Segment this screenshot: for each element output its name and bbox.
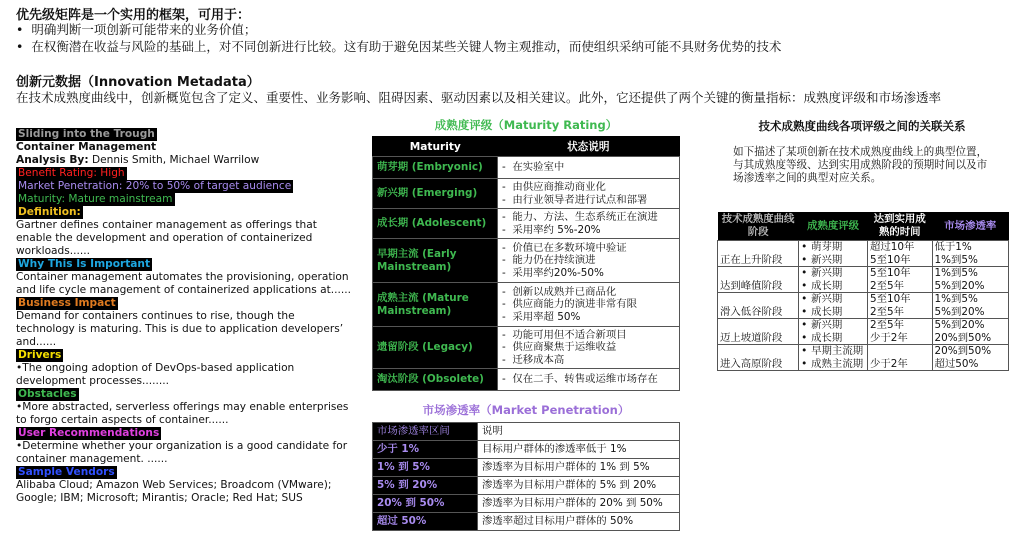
rating-item: • 新兴期 — [801, 267, 865, 280]
penetration-range: 超过 50% — [373, 513, 478, 531]
maturity-row — [373, 369, 680, 391]
market-penetration: Market Penetration: 20% to 50% of target audience — [18, 180, 292, 192]
intro-bullet-2: • 在权衡潜在收益与风险的基础上，对不同创新进行比较。这有助于避免因某些关键人物主观推动，而使组织采纳可能不具财务优势的技术 — [16, 39, 782, 54]
rating-item: • 成长期 — [801, 332, 865, 345]
penetration-row — [373, 441, 680, 459]
maturity-table-title: 成熟度评级（Maturity Rating） — [434, 118, 618, 132]
profile-section — [16, 466, 356, 505]
maturity-row — [373, 179, 680, 209]
maturity-name: 淘汰阶段 (Obsolete) — [373, 369, 498, 391]
maturity-row — [373, 239, 680, 283]
penetration-desc: 渗透率为目标用户群体的 1% 到 5% — [478, 459, 680, 477]
relation-times — [867, 293, 932, 319]
maturity-row — [373, 283, 680, 327]
relation-row — [718, 319, 1009, 345]
relation-header: 技术成熟度曲线阶段 — [718, 212, 799, 241]
rating-item: • 新兴期 — [801, 254, 865, 267]
relation-times — [867, 345, 932, 371]
maturity: Maturity: Mature mainstream — [18, 193, 173, 205]
innovation-name: Container Management — [16, 141, 157, 153]
profile-section — [16, 427, 356, 466]
relation-times — [867, 267, 932, 293]
relation-phase: 进入高原阶段 — [718, 345, 799, 371]
relation-phase: 达到峰值阶段 — [718, 267, 799, 293]
maturity-name: 成熟主流 (Mature Mainstream) — [373, 283, 498, 327]
time-item: 2至5年 — [869, 305, 904, 318]
innovation-profile — [16, 128, 356, 505]
penetration-item: 5%到20% — [934, 279, 985, 292]
relation-table — [717, 212, 1009, 371]
penetration-desc: 目标用户群体的渗透率低于 1% — [478, 441, 680, 459]
relation-phase: 迈上坡道阶段 — [718, 319, 799, 345]
penetration-row — [373, 513, 680, 531]
profile-section — [16, 297, 356, 349]
relation-pens — [932, 241, 1008, 267]
status-item: - 创新以成熟并已商品化 — [502, 285, 617, 298]
relation-ratings — [799, 267, 868, 293]
maturity-status — [498, 209, 680, 239]
maturity-row — [373, 209, 680, 239]
penetration-row — [373, 495, 680, 513]
relation-header: 成熟度评级 — [799, 212, 868, 241]
relation-ratings — [799, 345, 868, 371]
time-item: 少于2年 — [869, 331, 908, 344]
penetration-desc: 渗透率超过目标用户群体的 50% — [478, 513, 680, 531]
relation-header: 市场渗透率 — [932, 212, 1008, 241]
maturity-status — [498, 327, 680, 369]
profile-section — [16, 206, 356, 258]
time-item: 超过10年 — [869, 241, 915, 253]
status-item: - 采用率超 50% — [502, 310, 581, 323]
penetration-range: 20% 到 50% — [373, 495, 478, 513]
range-header: 市场渗透率区间 — [373, 423, 478, 441]
penetration-item: 1%到5% — [934, 253, 978, 266]
rating-item: • 新兴期 — [801, 319, 865, 332]
maturity-name: 遗留阶段 (Legacy) — [373, 327, 498, 369]
penetration-item: 20%到50% — [934, 331, 992, 344]
rating-item: • 成熟主流期 — [801, 358, 865, 371]
relation-phase: 正在上升阶段 — [718, 241, 799, 267]
section-text: •More abstracted, serverless offerings may enable enterprises to forgo certain aspects of container...... — [16, 401, 349, 426]
section-text: Container management automates the provisioning, operation and life cycle management of containerized applications at...... — [16, 271, 351, 296]
desc-header: 说明 — [478, 423, 680, 441]
time-item: 5至10年 — [869, 293, 911, 305]
maturity-table — [372, 136, 680, 391]
metadata-heading: 创新元数据（Innovation Metadata） — [16, 75, 260, 90]
status-header: 状态说明 — [498, 137, 680, 157]
penetration-row — [373, 477, 680, 495]
status-item: - 采用率约20%-50% — [502, 266, 604, 279]
maturity-header: Maturity — [373, 137, 498, 157]
relation-row — [718, 241, 1009, 267]
status-item: - 供应商能力的演进非常有限 — [502, 298, 638, 311]
relation-pens — [932, 267, 1008, 293]
relation-phase: 滑入低谷阶段 — [718, 293, 799, 319]
intro-title: 优先级矩阵是一个实用的框架，可用于： — [16, 8, 251, 23]
status-item: - 由供应商推动商业化 — [502, 181, 606, 193]
relation-row — [718, 293, 1009, 319]
relation-pens — [932, 345, 1008, 371]
section-label: Sample Vendors — [18, 466, 115, 478]
relation-ratings — [799, 319, 868, 345]
rating-item: • 成长期 — [801, 306, 865, 319]
section-text: Demand for containers continues to rise, though the technology is maturing. This is due to application developers’ and...... — [16, 310, 344, 348]
rating-item: • 新兴期 — [801, 293, 865, 306]
rating-item: • 早期主流期 — [801, 345, 865, 358]
metadata-description: 在技术成熟度曲线中，创新概览包含了定义、重要性、业务影响、阻碍因素、驱动因素以及相关建议。此外，它还提供了两个关键的衡量指标：成熟度评级和市场渗透率 — [16, 90, 942, 105]
section-text: •Determine whether your organization is a good candidate for container management. ...... — [16, 440, 348, 465]
relation-ratings — [799, 293, 868, 319]
status-item: - 迁移成本高 — [502, 353, 565, 366]
maturity-status — [498, 157, 680, 179]
penetration-item: 1%到5% — [934, 267, 978, 279]
profile-section — [16, 258, 356, 297]
penetration-range: 少于 1% — [373, 441, 478, 459]
relation-ratings — [799, 241, 868, 267]
section-label: Obstacles — [18, 388, 77, 400]
penetration-item: 低于1% — [934, 241, 972, 253]
section-label: Business Impact — [18, 297, 116, 309]
profile-section — [16, 388, 356, 427]
penetration-table-title: 市场渗透率（Market Penetration） — [422, 403, 630, 417]
relation-title: 技术成熟度曲线各项评级之间的关联关系 — [758, 119, 966, 133]
penetration-desc: 渗透率为目标用户群体的 5% 到 20% — [478, 477, 680, 495]
profile-section — [16, 349, 356, 388]
maturity-status — [498, 239, 680, 283]
status-item: - 供应商聚焦于运维收益 — [502, 341, 617, 354]
penetration-item: 1%到5% — [934, 293, 978, 305]
maturity-row — [373, 157, 680, 179]
section-label: Why This Is Important — [18, 258, 151, 270]
relation-times — [867, 319, 932, 345]
status-item: - 在实验室中 — [502, 161, 565, 174]
relation-description: 如下描述了某项创新在技术成熟度曲线上的典型位置，与其成熟度等级、达到实用成熟阶段的预期时间以及市场渗透率之间的典型对应关系。 — [733, 146, 988, 184]
section-text: Gartner defines container management as offerings that enable the development and operation of containerized workloads...... — [16, 219, 317, 257]
penetration-item: 5%到20% — [934, 319, 985, 331]
section-label: User Recommendations — [18, 427, 160, 439]
status-item: - 能力、方法、生态系统正在演进 — [502, 211, 658, 223]
rating-item: • 成长期 — [801, 280, 865, 293]
relation-row — [718, 267, 1009, 293]
section-text: •The ongoing adoption of DevOps-based application development processes........ — [16, 362, 295, 387]
maturity-name: 新兴期 (Emerging) — [373, 179, 498, 209]
penetration-desc: 渗透率为目标用户群体的 20% 到 50% — [478, 495, 680, 513]
rating-item: • 萌芽期 — [801, 241, 865, 254]
time-item: 2至5年 — [869, 279, 904, 292]
relation-times — [867, 241, 932, 267]
relation-header: 达到实用成熟的时间 — [867, 212, 932, 241]
penetration-item: 20%到50% — [934, 345, 992, 357]
profile-sections — [16, 206, 356, 505]
time-item: 5至10年 — [869, 267, 911, 279]
status-item: - 能力仍在持续演进 — [502, 254, 596, 267]
penetration-row — [373, 459, 680, 477]
section-text: Alibaba Cloud; Amazon Web Services; Broadcom (VMware); Google; IBM; Microsoft; Mirantis; Oracle; Red Hat; SUS — [16, 479, 332, 504]
penetration-range: 5% 到 20% — [373, 477, 478, 495]
time-item: 2至5年 — [869, 319, 904, 331]
status-item: - 功能可用但不适合新项目 — [502, 328, 627, 341]
status-item: - 仅在二手、转售或运维市场存在 — [502, 373, 658, 386]
intro-bullet-1: • 明确判断一项创新可能带来的业务价值； — [16, 22, 257, 37]
relation-pens — [932, 293, 1008, 319]
time-item: 5至10年 — [869, 253, 911, 266]
maturity-name: 成长期 (Adolescent) — [373, 209, 498, 239]
maturity-name: 萌芽期 (Embryonic) — [373, 157, 498, 179]
maturity-status — [498, 283, 680, 327]
status-item: - 采用率约 5%-20% — [502, 223, 601, 236]
penetration-table — [372, 422, 680, 531]
maturity-row — [373, 327, 680, 369]
penetration-range: 1% 到 5% — [373, 459, 478, 477]
penetration-item: 超过50% — [934, 357, 979, 370]
maturity-status — [498, 179, 680, 209]
status-item: - 由行业领导者进行试点和部署 — [502, 193, 648, 206]
maturity-name: 早期主流 (Early Mainstream) — [373, 239, 498, 283]
time-item: 少于2年 — [869, 357, 908, 370]
relation-row — [718, 345, 1009, 371]
relation-pens — [932, 319, 1008, 345]
analysis-by: Analysis By: Dennis Smith, Michael Warrilow — [16, 154, 260, 166]
phase-label: Sliding into the Trough — [18, 128, 155, 140]
penetration-item: 5%到20% — [934, 305, 985, 318]
section-label: Definition: — [18, 206, 81, 218]
benefit-rating: Benefit Rating: High — [18, 167, 125, 179]
section-label: Drivers — [18, 349, 62, 361]
maturity-status — [498, 369, 680, 391]
status-item: - 价值已在多数环境中验证 — [502, 241, 627, 254]
